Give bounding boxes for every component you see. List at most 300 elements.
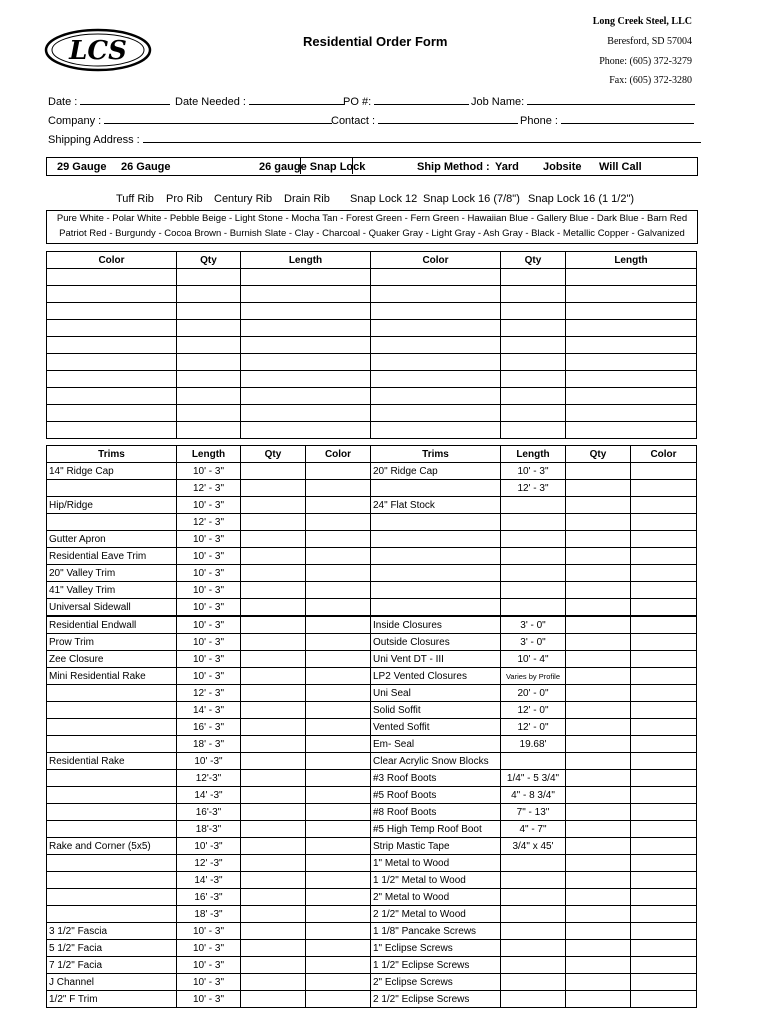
trim-qty-cell[interactable] — [241, 753, 306, 770]
trim-color-cell[interactable] — [631, 634, 697, 651]
panel-cell[interactable] — [47, 371, 177, 388]
trim-qty-cell[interactable] — [241, 565, 306, 582]
trim-color-cell[interactable] — [631, 480, 697, 497]
panel-cell[interactable] — [47, 354, 177, 371]
trim-qty-cell[interactable] — [241, 991, 306, 1008]
trim-color-cell[interactable] — [306, 974, 371, 991]
trim-qty-cell[interactable] — [566, 736, 631, 753]
trim-color-cell[interactable] — [306, 531, 371, 548]
trim-name: Prow Trim — [47, 634, 177, 651]
form-title: Residential Order Form — [303, 34, 448, 49]
ship-will-call-option[interactable]: Will Call — [599, 161, 642, 173]
panel-cell[interactable] — [241, 388, 371, 405]
trim-name — [371, 599, 501, 617]
panel-header: Length — [241, 252, 371, 269]
trim-header: Qty — [566, 446, 631, 463]
trim-qty-cell[interactable] — [566, 855, 631, 872]
panel-cell[interactable] — [371, 303, 501, 320]
panel-table — [46, 251, 697, 439]
panel-cell[interactable] — [566, 320, 697, 337]
panel-cell[interactable] — [47, 405, 177, 422]
trim-qty-cell[interactable] — [566, 889, 631, 906]
trim-qty-cell[interactable] — [566, 548, 631, 565]
trim-name: Mini Residential Rake — [47, 668, 177, 685]
trim-length: 18' - 3" — [177, 736, 241, 753]
shipping-address-field[interactable]: Shipping Address : — [48, 132, 701, 146]
color-options — [46, 210, 698, 244]
trim-length — [501, 974, 566, 991]
trim-length: Varies by Profile — [501, 668, 566, 685]
trim-qty-cell[interactable] — [566, 753, 631, 770]
profile-option[interactable]: Snap Lock 16 (1 1/2") — [528, 193, 635, 205]
trim-length: 10' - 3" — [177, 548, 241, 565]
trim-qty-cell[interactable] — [566, 514, 631, 531]
trim-qty-cell[interactable] — [241, 821, 306, 838]
panel-cell[interactable] — [501, 354, 566, 371]
panel-cell[interactable] — [241, 269, 371, 286]
trim-row — [47, 940, 697, 957]
trim-color-cell[interactable] — [631, 804, 697, 821]
gauge-29-option[interactable]: 29 Gauge — [57, 161, 107, 173]
panel-cell[interactable] — [241, 320, 371, 337]
trim-color-cell[interactable] — [631, 548, 697, 565]
trim-color-cell[interactable] — [631, 702, 697, 719]
panel-cell[interactable] — [177, 422, 241, 439]
gauge-26-option[interactable]: 26 Gauge — [121, 161, 171, 173]
trim-color-cell[interactable] — [306, 923, 371, 940]
trim-name: Residential Eave Trim — [47, 548, 177, 565]
panel-cell[interactable] — [47, 388, 177, 405]
panel-cell[interactable] — [566, 422, 697, 439]
panel-cell[interactable] — [566, 269, 697, 286]
panel-cell[interactable] — [501, 337, 566, 354]
trim-name — [371, 565, 501, 582]
trim-row — [47, 668, 697, 685]
panel-cell[interactable] — [371, 286, 501, 303]
trim-qty-cell[interactable] — [566, 838, 631, 855]
trim-qty-cell[interactable] — [566, 770, 631, 787]
trim-color-cell[interactable] — [306, 889, 371, 906]
trim-qty-cell[interactable] — [566, 719, 631, 736]
panel-cell[interactable] — [177, 320, 241, 337]
ship-yard-option[interactable]: Yard — [495, 161, 519, 173]
trim-color-cell[interactable] — [306, 872, 371, 889]
trim-row — [47, 804, 697, 821]
trim-color-cell[interactable] — [631, 770, 697, 787]
trim-color-cell[interactable] — [631, 838, 697, 855]
trim-qty-cell[interactable] — [566, 463, 631, 480]
trim-length: 10' - 3" — [177, 668, 241, 685]
panel-cell[interactable] — [371, 371, 501, 388]
trim-qty-cell[interactable] — [241, 906, 306, 923]
panel-cell[interactable] — [566, 371, 697, 388]
trim-length: 3/4" x 45' — [501, 838, 566, 855]
trim-length: 14' - 3" — [177, 702, 241, 719]
trim-color-cell[interactable] — [306, 634, 371, 651]
trim-qty-cell[interactable] — [241, 616, 306, 634]
company-name: Long Creek Steel, LLC — [592, 16, 692, 27]
panel-cell[interactable] — [566, 303, 697, 320]
trim-row — [47, 923, 697, 940]
panel-cell[interactable] — [177, 388, 241, 405]
panel-cell[interactable] — [177, 405, 241, 422]
trim-color-cell[interactable] — [631, 855, 697, 872]
trim-length: 20' - 0" — [501, 685, 566, 702]
contact-field[interactable]: Contact : — [331, 113, 518, 127]
trim-length: 18'-3" — [177, 821, 241, 838]
panel-cell[interactable] — [566, 405, 697, 422]
trim-name: Vented Soffit — [371, 719, 501, 736]
trim-color-cell[interactable] — [306, 685, 371, 702]
trim-length: 10' - 3" — [177, 463, 241, 480]
snaplock-option[interactable]: 26 gauge Snap Lock — [259, 161, 366, 173]
trim-name: Uni Seal — [371, 685, 501, 702]
panel-header-row — [47, 252, 697, 269]
trim-name: 1 1/2" Metal to Wood — [371, 872, 501, 889]
trim-length: 12' - 0" — [501, 702, 566, 719]
trim-color-cell[interactable] — [306, 719, 371, 736]
trim-qty-cell[interactable] — [241, 651, 306, 668]
trim-name: 20" Ridge Cap — [371, 463, 501, 480]
trim-length: 10' - 3" — [177, 991, 241, 1008]
trim-qty-cell[interactable] — [241, 974, 306, 991]
company-fax: Fax: (605) 372-3280 — [609, 75, 692, 86]
profile-option[interactable]: Tuff Rib — [116, 193, 154, 205]
trim-name: 20" Valley Trim — [47, 565, 177, 582]
profile-option[interactable]: Drain Rib — [284, 193, 330, 205]
trim-row — [47, 906, 697, 923]
trim-color-cell[interactable] — [631, 514, 697, 531]
trim-color-cell[interactable] — [306, 804, 371, 821]
trim-qty-cell[interactable] — [566, 940, 631, 957]
panel-cell[interactable] — [371, 405, 501, 422]
panel-cell[interactable] — [241, 371, 371, 388]
trim-name: 1" Eclipse Screws — [371, 940, 501, 957]
panel-cell[interactable] — [47, 303, 177, 320]
trim-color-cell[interactable] — [306, 736, 371, 753]
trim-color-cell[interactable] — [631, 651, 697, 668]
trim-qty-cell[interactable] — [241, 668, 306, 685]
trim-length: 10' - 3" — [177, 923, 241, 940]
trim-color-cell[interactable] — [631, 668, 697, 685]
trim-name — [47, 821, 177, 838]
trim-row — [47, 634, 697, 651]
ship-jobsite-option[interactable]: Jobsite — [543, 161, 582, 173]
trim-qty-cell[interactable] — [566, 565, 631, 582]
trim-length — [501, 531, 566, 548]
trim-qty-cell[interactable] — [566, 634, 631, 651]
trim-name — [47, 702, 177, 719]
trim-qty-cell[interactable] — [566, 480, 631, 497]
trim-length: 12' - 3" — [177, 685, 241, 702]
profile-option[interactable]: Snap Lock 12 — [350, 193, 418, 205]
panel-cell[interactable] — [47, 286, 177, 303]
trim-qty-cell[interactable] — [241, 770, 306, 787]
trim-length: 18' -3" — [177, 906, 241, 923]
phone-field[interactable]: Phone : — [520, 113, 694, 127]
date-needed-field[interactable]: Date Needed : — [175, 94, 344, 108]
panel-cell[interactable] — [501, 303, 566, 320]
trim-length — [501, 872, 566, 889]
trim-name — [47, 514, 177, 531]
trim-color-cell[interactable] — [631, 923, 697, 940]
panel-cell[interactable] — [241, 303, 371, 320]
trim-color-cell[interactable] — [306, 821, 371, 838]
trim-color-cell[interactable] — [631, 753, 697, 770]
trim-color-cell[interactable] — [306, 616, 371, 634]
trim-name: 2 1/2" Eclipse Screws — [371, 991, 501, 1008]
ship-method-label: Ship Method : — [417, 161, 490, 173]
trim-qty-cell[interactable] — [566, 497, 631, 514]
panel-cell[interactable] — [241, 405, 371, 422]
panel-cell[interactable] — [177, 371, 241, 388]
trim-qty-cell[interactable] — [566, 991, 631, 1008]
trim-name: 7 1/2" Facia — [47, 957, 177, 974]
trim-qty-cell[interactable] — [566, 872, 631, 889]
trim-color-cell[interactable] — [631, 872, 697, 889]
trim-row — [47, 463, 697, 480]
trim-color-cell[interactable] — [306, 463, 371, 480]
trim-color-cell[interactable] — [631, 531, 697, 548]
trim-qty-cell[interactable] — [241, 463, 306, 480]
panel-cell[interactable] — [241, 354, 371, 371]
trim-color-cell[interactable] — [631, 616, 697, 634]
panel-cell[interactable] — [371, 354, 501, 371]
trim-header: Color — [306, 446, 371, 463]
profile-option[interactable]: Century Rib — [214, 193, 273, 205]
trim-color-cell[interactable] — [631, 974, 697, 991]
trim-qty-cell[interactable] — [566, 957, 631, 974]
trim-color-cell[interactable] — [306, 514, 371, 531]
trim-row — [47, 719, 697, 736]
trim-qty-cell[interactable] — [241, 804, 306, 821]
trim-length: 10' - 3" — [177, 531, 241, 548]
panel-cell[interactable] — [566, 354, 697, 371]
trim-qty-cell[interactable] — [241, 634, 306, 651]
trim-color-cell[interactable] — [631, 787, 697, 804]
trim-color-cell[interactable] — [631, 889, 697, 906]
trim-qty-cell[interactable] — [241, 719, 306, 736]
trim-length — [501, 497, 566, 514]
trim-qty-cell[interactable] — [566, 787, 631, 804]
trim-qty-cell[interactable] — [566, 804, 631, 821]
trim-length: 1/4" - 5 3/4" — [501, 770, 566, 787]
trim-row — [47, 736, 697, 753]
trim-color-cell[interactable] — [306, 753, 371, 770]
trim-color-cell[interactable] — [631, 582, 697, 599]
trim-name: 1 1/2" Eclipse Screws — [371, 957, 501, 974]
trim-qty-cell[interactable] — [566, 616, 631, 634]
trim-qty-cell[interactable] — [241, 940, 306, 957]
panel-cell[interactable] — [177, 303, 241, 320]
trim-color-cell[interactable] — [306, 480, 371, 497]
trim-length: 4" - 8 3/4" — [501, 787, 566, 804]
company-field[interactable]: Company : — [48, 113, 332, 127]
trim-color-cell[interactable] — [631, 991, 697, 1008]
trim-color-cell[interactable] — [631, 821, 697, 838]
trim-qty-cell[interactable] — [241, 872, 306, 889]
profile-option[interactable]: Pro Rib — [166, 193, 203, 205]
trim-name: 1/2" F Trim — [47, 991, 177, 1008]
trim-color-cell[interactable] — [306, 582, 371, 599]
trim-qty-cell[interactable] — [241, 787, 306, 804]
trim-qty-cell[interactable] — [566, 974, 631, 991]
job-name-field[interactable]: Job Name: — [471, 94, 695, 108]
trim-color-cell[interactable] — [306, 497, 371, 514]
trim-qty-cell[interactable] — [566, 599, 631, 617]
panel-cell[interactable] — [501, 320, 566, 337]
panel-cell[interactable] — [501, 286, 566, 303]
trim-qty-cell[interactable] — [241, 497, 306, 514]
trim-qty-cell[interactable] — [566, 923, 631, 940]
trim-color-cell[interactable] — [306, 702, 371, 719]
trim-table — [46, 445, 697, 1008]
trim-color-cell[interactable] — [306, 906, 371, 923]
trim-color-cell[interactable] — [306, 855, 371, 872]
trim-qty-cell[interactable] — [241, 702, 306, 719]
trim-length — [501, 565, 566, 582]
trim-color-cell[interactable] — [306, 787, 371, 804]
trim-length: 10' -3" — [177, 838, 241, 855]
trim-name — [47, 719, 177, 736]
trim-qty-cell[interactable] — [241, 685, 306, 702]
panel-cell[interactable] — [177, 337, 241, 354]
panel-cell[interactable] — [241, 286, 371, 303]
trim-name: Gutter Apron — [47, 531, 177, 548]
panel-cell[interactable] — [241, 337, 371, 354]
trim-name: Em- Seal — [371, 736, 501, 753]
profile-option[interactable]: Snap Lock 16 (7/8") — [423, 193, 520, 205]
panel-cell[interactable] — [501, 371, 566, 388]
po-field[interactable]: PO #: — [343, 94, 469, 108]
trim-color-cell[interactable] — [631, 736, 697, 753]
trim-color-cell[interactable] — [306, 668, 371, 685]
trim-length: 4" - 7" — [501, 821, 566, 838]
panel-cell[interactable] — [177, 269, 241, 286]
trim-name: #8 Roof Boots — [371, 804, 501, 821]
trim-color-cell[interactable] — [631, 497, 697, 514]
trim-qty-cell[interactable] — [241, 855, 306, 872]
trim-color-cell[interactable] — [631, 957, 697, 974]
trim-name — [371, 531, 501, 548]
trim-qty-cell[interactable] — [241, 838, 306, 855]
trim-qty-cell[interactable] — [566, 821, 631, 838]
trim-header: Trims — [47, 446, 177, 463]
panel-cell[interactable] — [47, 320, 177, 337]
trim-row — [47, 582, 697, 599]
panel-cell[interactable] — [501, 405, 566, 422]
trim-color-cell[interactable] — [306, 565, 371, 582]
trim-color-cell[interactable] — [306, 991, 371, 1008]
trim-color-cell[interactable] — [306, 770, 371, 787]
panel-row — [47, 388, 697, 405]
panel-cell[interactable] — [501, 422, 566, 439]
panel-cell[interactable] — [47, 269, 177, 286]
panel-cell[interactable] — [47, 337, 177, 354]
trim-qty-cell[interactable] — [241, 548, 306, 565]
trim-color-cell[interactable] — [306, 838, 371, 855]
trim-color-cell[interactable] — [306, 940, 371, 957]
trim-qty-cell[interactable] — [241, 514, 306, 531]
trim-row — [47, 821, 697, 838]
trim-qty-cell[interactable] — [241, 889, 306, 906]
panel-cell[interactable] — [177, 286, 241, 303]
trim-color-cell[interactable] — [631, 463, 697, 480]
date-field[interactable]: Date : — [48, 94, 170, 108]
trim-qty-cell[interactable] — [566, 702, 631, 719]
panel-cell[interactable] — [47, 422, 177, 439]
trim-qty-cell[interactable] — [566, 668, 631, 685]
trim-header: Length — [501, 446, 566, 463]
panel-cell[interactable] — [566, 388, 697, 405]
panel-cell[interactable] — [241, 422, 371, 439]
trim-color-cell[interactable] — [631, 719, 697, 736]
panel-cell[interactable] — [371, 269, 501, 286]
panel-cell[interactable] — [371, 388, 501, 405]
trim-color-cell[interactable] — [631, 940, 697, 957]
trim-length: 10' - 3" — [501, 463, 566, 480]
trim-qty-cell[interactable] — [241, 599, 306, 617]
trim-qty-cell[interactable] — [566, 651, 631, 668]
trim-length: 10' - 3" — [177, 651, 241, 668]
trim-qty-cell[interactable] — [566, 531, 631, 548]
trim-color-cell[interactable] — [631, 906, 697, 923]
panel-cell[interactable] — [566, 286, 697, 303]
trim-header: Trims — [371, 446, 501, 463]
trim-color-cell[interactable] — [631, 685, 697, 702]
trim-name: Residential Rake — [47, 753, 177, 770]
panel-cell[interactable] — [177, 354, 241, 371]
trim-color-cell[interactable] — [306, 957, 371, 974]
trim-qty-cell[interactable] — [241, 923, 306, 940]
trim-qty-cell[interactable] — [241, 957, 306, 974]
panel-row — [47, 286, 697, 303]
panel-cell[interactable] — [371, 320, 501, 337]
trim-qty-cell[interactable] — [566, 906, 631, 923]
trim-name: J Channel — [47, 974, 177, 991]
trim-color-cell[interactable] — [306, 651, 371, 668]
trim-color-cell[interactable] — [631, 599, 697, 617]
trim-name: Residential Endwall — [47, 616, 177, 634]
trim-header: Length — [177, 446, 241, 463]
trim-color-cell[interactable] — [306, 548, 371, 565]
trim-name: 3 1/2" Fascia — [47, 923, 177, 940]
trim-length: 7" - 13" — [501, 804, 566, 821]
trim-length — [501, 514, 566, 531]
panel-cell[interactable] — [501, 388, 566, 405]
panel-cell[interactable] — [371, 422, 501, 439]
trim-color-cell[interactable] — [631, 565, 697, 582]
logo-text: LCS — [69, 36, 127, 66]
panel-cell[interactable] — [371, 337, 501, 354]
trim-color-cell[interactable] — [306, 599, 371, 617]
trim-name — [371, 514, 501, 531]
trim-qty-cell[interactable] — [566, 685, 631, 702]
trim-qty-cell[interactable] — [566, 582, 631, 599]
trim-qty-cell[interactable] — [241, 531, 306, 548]
panel-row — [47, 320, 697, 337]
trim-qty-cell[interactable] — [241, 582, 306, 599]
panel-header: Length — [566, 252, 697, 269]
panel-cell[interactable] — [501, 269, 566, 286]
trim-name — [47, 906, 177, 923]
trim-row — [47, 957, 697, 974]
panel-cell[interactable] — [566, 337, 697, 354]
panel-header: Qty — [501, 252, 566, 269]
trim-qty-cell[interactable] — [241, 480, 306, 497]
trim-qty-cell[interactable] — [241, 736, 306, 753]
panel-row — [47, 337, 697, 354]
